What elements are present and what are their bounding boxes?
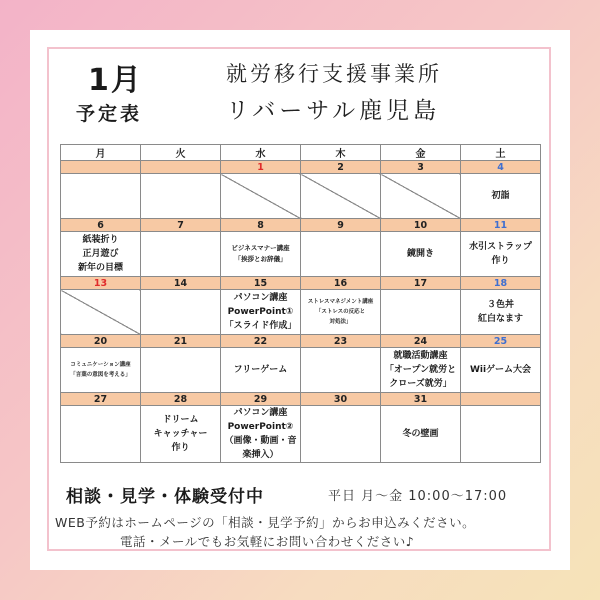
event-text: Wiiゲーム大会	[469, 365, 532, 375]
event-text: 鏡開き	[406, 249, 434, 259]
event-cell	[381, 290, 461, 335]
date-cell: 15	[221, 277, 301, 290]
contact-note: 電話・メールでもお気軽にお問い合わせください♪	[120, 534, 415, 549]
date-cell: 30	[301, 393, 381, 406]
event-text: パソコン講座 PowerPoint① 「スライド作成」	[224, 293, 297, 331]
weekday-thu: 木	[301, 145, 381, 161]
event-cell	[221, 406, 301, 463]
event-cell	[141, 290, 221, 335]
calendar-table	[60, 144, 541, 463]
date-cell: 3	[381, 161, 461, 174]
date-cell	[461, 393, 541, 406]
event-cell	[301, 290, 381, 335]
date-cell: 31	[381, 393, 461, 406]
event-text: ビジネスマナー講座 「挨拶とお辞儀」	[231, 244, 290, 263]
event-cell	[61, 232, 141, 277]
event-cell	[221, 290, 301, 335]
event-cell	[61, 174, 141, 219]
schedule-subtitle: 予定表	[76, 103, 143, 125]
office-type: 就労移行支援事業所	[226, 62, 442, 86]
date-cell: 21	[141, 335, 221, 348]
event-cell	[141, 406, 221, 463]
event-cell	[461, 232, 541, 277]
event-cell	[301, 406, 381, 463]
event-cell	[461, 348, 541, 393]
event-cell	[381, 348, 461, 393]
event-text: ドリーム キャッチャー 作り	[153, 415, 208, 453]
date-cell: 16	[301, 277, 381, 290]
web-reservation-note: WEB予約はホームページの「相談・見学予約」からお申込みください。	[55, 515, 476, 530]
event-text: フリーゲーム	[233, 365, 288, 375]
date-row	[61, 277, 541, 290]
date-cell: 2	[301, 161, 381, 174]
weekday-fri: 金	[381, 145, 461, 161]
event-cell	[61, 290, 141, 335]
date-cell: 7	[141, 219, 221, 232]
date-row	[61, 393, 541, 406]
event-cell	[461, 290, 541, 335]
date-cell: 20	[61, 335, 141, 348]
event-cell	[141, 174, 221, 219]
date-cell: 25	[461, 335, 541, 348]
date-cell	[61, 161, 141, 174]
event-row	[61, 232, 541, 277]
event-text: 初詣	[491, 191, 510, 201]
event-cell	[141, 348, 221, 393]
event-text: ３色丼 紅白なます	[477, 300, 523, 324]
weekday-mon: 月	[61, 145, 141, 161]
date-cell: 10	[381, 219, 461, 232]
weekday-header-row	[61, 145, 541, 161]
event-cell	[381, 232, 461, 277]
event-row	[61, 174, 541, 219]
event-cell	[381, 174, 461, 219]
date-cell: 22	[221, 335, 301, 348]
event-cell	[141, 232, 221, 277]
event-text: 紙装折り 正月遊び 新年の目標	[77, 235, 123, 273]
event-cell	[301, 174, 381, 219]
date-cell: 6	[61, 219, 141, 232]
event-cell	[301, 232, 381, 277]
event-cell	[61, 348, 141, 393]
event-cell	[221, 232, 301, 277]
date-cell: 14	[141, 277, 221, 290]
date-cell: 1	[221, 161, 301, 174]
date-cell: 27	[61, 393, 141, 406]
event-cell	[461, 406, 541, 463]
weekday-wed: 水	[221, 145, 301, 161]
date-row	[61, 219, 541, 232]
event-cell	[221, 348, 301, 393]
date-cell: 4	[461, 161, 541, 174]
event-cell	[381, 406, 461, 463]
date-cell: 17	[381, 277, 461, 290]
event-text: 冬の壁画	[402, 429, 439, 439]
event-text: コミュニケーション講座 「言葉の意図を考える」	[70, 362, 131, 378]
event-text: 就職活動講座 「オープン就労と クローズ就労」	[384, 351, 457, 389]
weekday-sat: 土	[461, 145, 541, 161]
date-cell: 29	[221, 393, 301, 406]
date-cell: 24	[381, 335, 461, 348]
date-cell: 11	[461, 219, 541, 232]
date-cell: 18	[461, 277, 541, 290]
month-title: 1月	[88, 63, 143, 98]
weekday-tue: 火	[141, 145, 221, 161]
event-row	[61, 348, 541, 393]
date-cell: 23	[301, 335, 381, 348]
event-text: パソコン講座 PowerPoint② （画像・動画・音楽挿入）	[224, 408, 297, 460]
date-cell: 13	[61, 277, 141, 290]
event-text: ストレスマネジメント講座 「ストレスの反応と 対処法」	[307, 299, 374, 325]
event-row	[61, 406, 541, 463]
consultation-banner: 相談・見学・体験受付中	[66, 487, 264, 507]
date-cell	[141, 161, 221, 174]
event-row	[61, 290, 541, 335]
date-row	[61, 161, 541, 174]
date-cell: 28	[141, 393, 221, 406]
date-cell: 8	[221, 219, 301, 232]
date-cell: 9	[301, 219, 381, 232]
event-text: 水引ストラップ 作り	[469, 242, 532, 266]
date-row	[61, 335, 541, 348]
event-cell	[61, 406, 141, 463]
event-cell	[461, 174, 541, 219]
business-hours: 平日 月～金 10:00～17:00	[328, 489, 508, 504]
event-cell	[301, 348, 381, 393]
event-cell	[221, 174, 301, 219]
office-name: リバーサル鹿児島	[226, 98, 441, 124]
